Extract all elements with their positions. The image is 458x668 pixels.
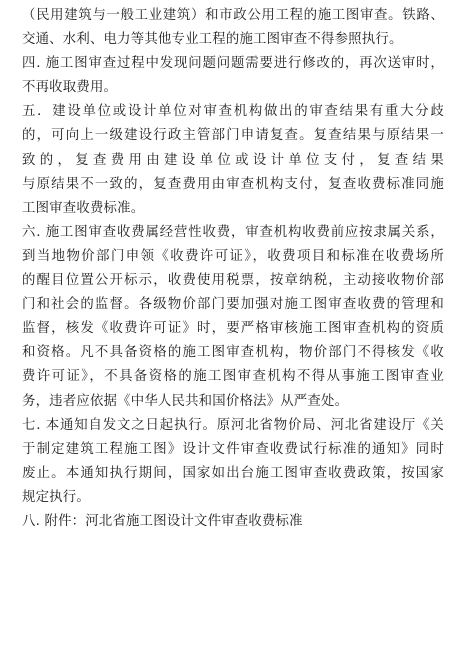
text-line: 五．建设单位或设计单位对审查机构做出的审查结果有重大分歧	[22, 104, 444, 120]
paragraph-item-5	[22, 100, 444, 220]
text-line: 费许可证》，不具备资格的施工图审查机构不得从事施工图审查业	[22, 369, 444, 385]
text-line: 废止。本通知执行期间，国家如出台施工图审查收费政策，按国家	[22, 465, 444, 481]
text-line: 七. 本通知自发文之日起执行。原河北省物价局、河北省建设厅《关	[22, 417, 444, 433]
text-line: 致的，复查费用由建设单位或设计单位支付，复查结果	[22, 152, 444, 168]
text-line: 的醒目位置公开标示，收费使用税票，按章纳税，主动接收物价部	[22, 273, 444, 289]
text-line: 六. 施工图审查收费属经营性收费，审查机构收费前应按隶属关系，	[22, 224, 444, 240]
text-line: 门和社会的监督。各级物价部门要加强对施工图审查收费的管理和	[22, 297, 444, 313]
text-line: 与原结果不一致的，复查费用由审查机构支付，复查收费标准同施	[22, 176, 444, 192]
text-line: 规定执行。	[22, 489, 90, 505]
paragraph-item-8	[22, 510, 444, 534]
text-line: 到当地物价部门申领《收费许可证》，收费项目和标准在收费场所	[22, 248, 444, 264]
text-line: 四. 施工图审查过程中发现问题问题需要进行修改的，再次送审时，	[22, 56, 444, 72]
text-line: （民用建筑与一般工业建筑）和市政公用工程的施工图审查。铁路、	[22, 8, 444, 23]
text-line: 和资格。凡不具备资格的施工图审查机构，物价部门不得核发《收	[22, 345, 444, 361]
paragraph-item-4	[22, 52, 444, 100]
text-line: 的，可向上一级建设行政主管部门申请复查。复查结果与原结果一	[22, 128, 444, 144]
text-line: 工图审查收费标准。	[22, 200, 145, 216]
paragraph-item-7	[22, 414, 444, 510]
text-line: 务，违者应依据《中华人民共和国价格法》从严查处。	[22, 393, 349, 409]
text-line: 不再收取费用。	[22, 80, 118, 96]
text-line: 八. 附件：河北省施工图设计文件审查收费标准	[22, 513, 303, 529]
text-line: 于制定建筑工程施工图》设计文件审查收费试行标准的通知》同时	[22, 441, 444, 457]
paragraph-item-6	[22, 221, 444, 414]
text-line: 监督，核发《收费许可证》时，要严格审核施工图审查机构的资质	[22, 321, 444, 337]
text-line: 交通、水利、电力等其他专业工程的施工图审查不得参照执行。	[22, 32, 403, 48]
paragraph-continuation	[22, 4, 444, 52]
